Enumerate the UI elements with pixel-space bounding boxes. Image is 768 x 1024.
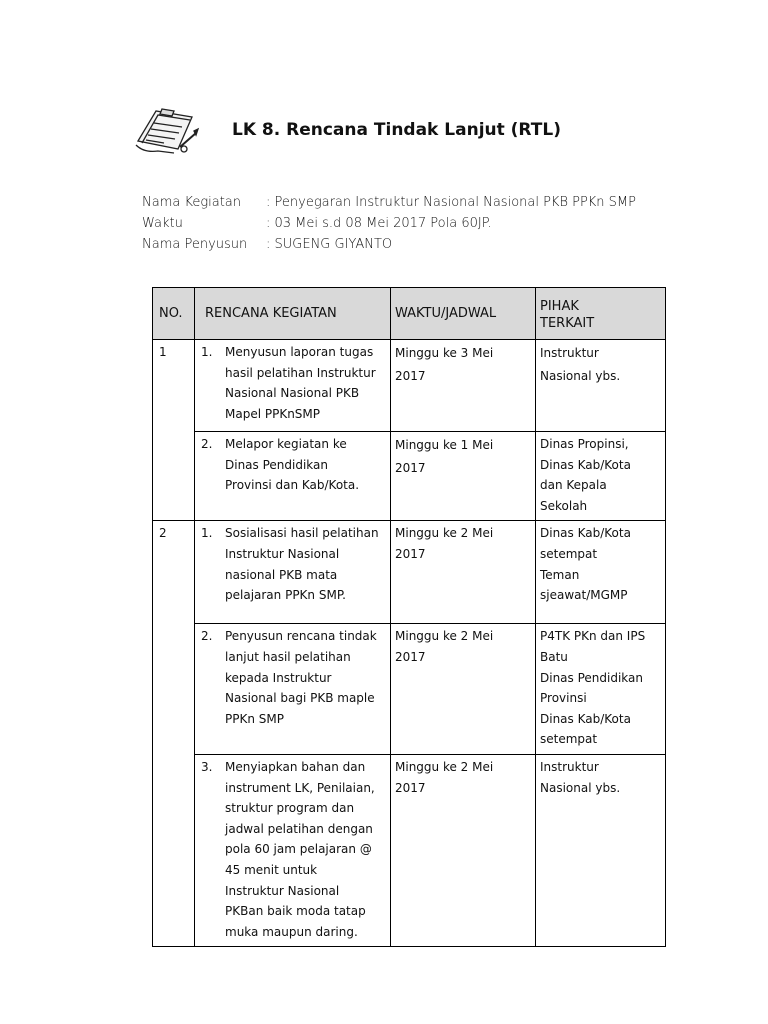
header-pihak-line1: PIHAK (540, 298, 579, 314)
item-text-line: Sosialisasi hasil pelatihan (225, 526, 379, 541)
pihak-line: Instruktur (540, 346, 599, 360)
item-text-line: Menyiapkan bahan dan (225, 759, 366, 774)
item-text (225, 434, 386, 496)
pihak-line: Provinsi (540, 691, 587, 706)
pihak-line: Dinas Propinsi, (540, 437, 629, 451)
pihak-line: Nasional ybs. (540, 780, 621, 795)
activity-info (142, 193, 636, 256)
item-number: 3. (201, 759, 213, 774)
waktu-cell (391, 624, 536, 755)
pihak-line: Batu (540, 649, 568, 664)
pihak-line: Dinas Pendidikan (540, 670, 643, 685)
item-text-line: muka maupun daring. (225, 924, 358, 939)
pihak-line: Dinas Kab/Kota (540, 711, 631, 726)
pihak-cell (536, 624, 666, 755)
item-text (225, 626, 386, 729)
table-header-row (153, 288, 666, 340)
item-text-line: Menyusun laporan tugas (225, 345, 374, 359)
pihak-cell (536, 340, 666, 432)
item-text-line: Instruktur Nasional (225, 546, 340, 561)
item-text-line: Mapel PPKnSMP (225, 406, 321, 421)
item-text-line: Instruktur Nasional (225, 883, 340, 898)
rencana-cell (195, 340, 391, 432)
pihak-line: P4TK PKn dan IPS (540, 629, 646, 644)
pihak-cell (536, 754, 666, 946)
waktu-line: Minggu ke 1 Mei (395, 438, 494, 452)
row-number: 1 (153, 340, 195, 521)
item-text-line: nasional PKB mata (225, 567, 338, 582)
item-text-line: PKBan baik moda tatap (225, 904, 366, 919)
info-row (142, 235, 636, 256)
pihak-line: Nasional ybs. (540, 369, 621, 383)
item-text-line: Dinas Pendidikan (225, 457, 328, 472)
waktu-line: 2017 (395, 461, 426, 475)
header-pihak-line2: TERKAIT (540, 315, 595, 331)
table-row (153, 432, 666, 521)
waktu-cell (391, 521, 536, 624)
pihak-line: setempat (540, 732, 598, 747)
rtl-table (152, 287, 666, 947)
title-row (134, 103, 654, 159)
item-text (225, 757, 386, 942)
item-text-line: jadwal pelatihan dengan (225, 821, 373, 836)
header-no: NO. (153, 288, 195, 340)
info-label: Nama Penyusun (142, 237, 248, 252)
item-text-line: pelajaran PPKn SMP. (225, 588, 346, 603)
info-label: Waktu (142, 216, 183, 231)
info-row (142, 214, 636, 235)
rencana-cell (195, 432, 391, 521)
item-number: 2. (201, 629, 213, 644)
pihak-line: dan Kepala (540, 478, 607, 493)
pihak-line: setempat (540, 546, 598, 561)
header-waktu-jadwal: WAKTU/JADWAL (391, 288, 536, 340)
waktu-line: 2017 (395, 649, 426, 664)
item-number: 1. (201, 526, 213, 541)
waktu-cell (391, 754, 536, 946)
header-pihak-terkait (536, 288, 666, 340)
item-text-line: lanjut hasil pelatihan (225, 649, 351, 664)
item-number: 1. (201, 345, 213, 359)
pihak-line: Sekolah (540, 498, 588, 513)
waktu-cell (391, 340, 536, 432)
table-row (153, 624, 666, 755)
pihak-line: Teman (540, 567, 580, 582)
table-row (153, 754, 666, 946)
info-label: Nama Kegiatan (142, 195, 242, 210)
info-value: : 03 Mei s.d 08 Mei 2017 Pola 60JP. (266, 216, 492, 231)
pihak-line: sjeawat/MGMP (540, 588, 628, 603)
item-text-line: hasil pelatihan Instruktur (225, 365, 376, 380)
pihak-cell (536, 521, 666, 624)
waktu-line: 2017 (395, 546, 426, 561)
item-text-line: PPKn SMP (225, 711, 284, 726)
item-text-line: struktur program dan (225, 801, 355, 816)
pihak-line: Dinas Kab/Kota (540, 457, 631, 472)
rencana-cell (195, 754, 391, 946)
row-number: 2 (153, 521, 195, 947)
table-row (153, 340, 666, 432)
item-text-line: kepada Instruktur (225, 670, 332, 685)
info-row (142, 193, 636, 214)
waktu-line: Minggu ke 2 Mei (395, 526, 494, 541)
item-text-line: Melapor kegiatan ke (225, 437, 347, 451)
rencana-cell (195, 521, 391, 624)
item-text-line: instrument LK, Penilaian, (225, 780, 375, 795)
header-rencana-kegiatan: RENCANA KEGIATAN (195, 288, 391, 340)
item-text-line: Penyusun rencana tindak (225, 629, 377, 644)
item-text-line: 45 menit untuk (225, 862, 318, 877)
waktu-line: Minggu ke 3 Mei (395, 346, 494, 360)
waktu-line: 2017 (395, 780, 426, 795)
waktu-line: Minggu ke 2 Mei (395, 759, 494, 774)
rencana-cell (195, 624, 391, 755)
clipboard-notes-icon (134, 103, 200, 157)
waktu-cell (391, 432, 536, 521)
item-text (225, 523, 386, 605)
item-text-line: Nasional Nasional PKB (225, 386, 360, 401)
pihak-cell (536, 432, 666, 521)
waktu-line: 2017 (395, 369, 426, 383)
item-text-line: Nasional bagi PKB maple (225, 691, 375, 706)
info-value: : Penyegaran Instruktur Nasional Nasional PKB PPKn SMP (266, 195, 636, 210)
item-number: 2. (201, 437, 213, 451)
pihak-line: Dinas Kab/Kota (540, 526, 631, 541)
item-text (225, 342, 386, 424)
pihak-line: Instruktur (540, 759, 599, 774)
info-value: : SUGENG GIYANTO (266, 237, 393, 252)
item-text-line: Provinsi dan Kab/Kota. (225, 478, 360, 493)
waktu-line: Minggu ke 2 Mei (395, 629, 494, 644)
table-row (153, 521, 666, 624)
page-title: LK 8. Rencana Tindak Lanjut (RTL) (232, 120, 561, 140)
item-text-line: pola 60 jam pelajaran @ (225, 842, 372, 857)
